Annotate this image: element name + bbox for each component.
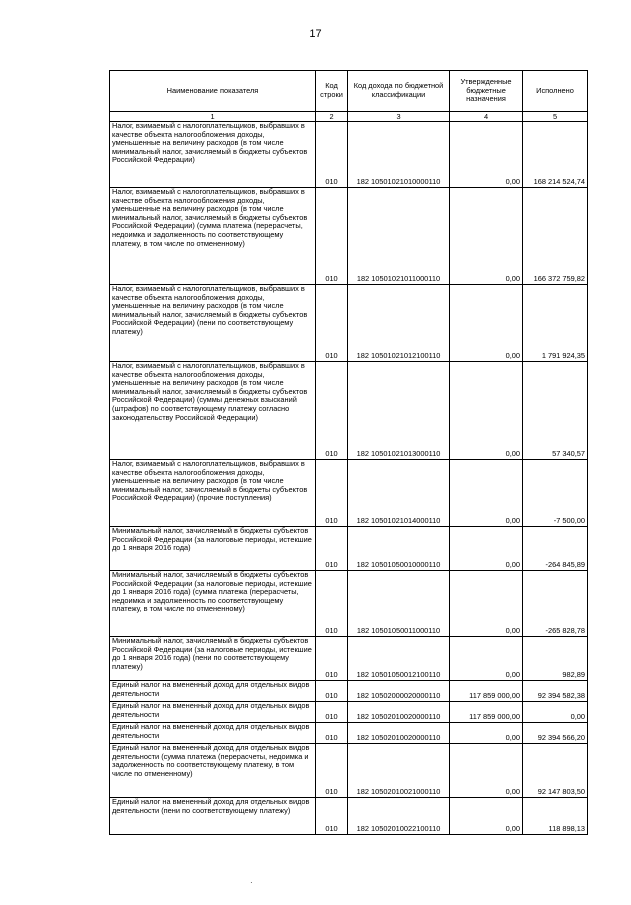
- table-row: [110, 285, 588, 362]
- line-code: 010: [316, 571, 348, 637]
- column-number: 3: [348, 112, 450, 122]
- line-code: 010: [316, 362, 348, 460]
- indicator-name: Минимальный налог, зачисляемый в бюджеты субъектов Российской Федерации (за налоговые периоды, истекшие до 1 января 2016 года) (пени по соответствующему платежу): [110, 637, 316, 681]
- table-row: [110, 637, 588, 681]
- approved-amount: 117 859 000,00: [450, 681, 523, 702]
- approved-amount: 0,00: [450, 744, 523, 798]
- budget-classification-code: 182 10502010020000110: [348, 702, 450, 723]
- executed-amount: 92 147 803,50: [523, 744, 588, 798]
- budget-classification-code: 182 10501050011000110: [348, 571, 450, 637]
- line-code: 010: [316, 188, 348, 285]
- column-number: 4: [450, 112, 523, 122]
- indicator-name: Единый налог на вмененный доход для отдельных видов деятельности: [110, 723, 316, 744]
- indicator-name: Единый налог на вмененный доход для отдельных видов деятельности: [110, 681, 316, 702]
- executed-amount: -265 828,78: [523, 571, 588, 637]
- line-code: 010: [316, 723, 348, 744]
- indicator-name: Единый налог на вмененный доход для отдельных видов деятельности (сумма платежа (перерасчеты, недоимка и задолженность по соответствующему платежу, в том числе по отмененному): [110, 744, 316, 798]
- table-row: [110, 362, 588, 460]
- budget-classification-code: 182 10501050012100110: [348, 637, 450, 681]
- column-number-row: [110, 112, 588, 122]
- budget-classification-code: 182 10501021012100110: [348, 285, 450, 362]
- budget-classification-code: 182 10501021013000110: [348, 362, 450, 460]
- line-code: 010: [316, 527, 348, 571]
- executed-amount: 1 791 924,35: [523, 285, 588, 362]
- executed-amount: 982,89: [523, 637, 588, 681]
- line-code: 010: [316, 681, 348, 702]
- header-kbk: Код дохода по бюджетной классификации: [348, 71, 450, 112]
- indicator-name: Налог, взимаемый с налогоплательщиков, выбравших в качестве объекта налогообложения доходы, уменьшенные на величину расходов (в том числе минимальный налог, зачисляемый в бюджеты субъектов Российской Федерации) (пени по соответствующему платежу): [110, 285, 316, 362]
- scan-mark: ·: [250, 878, 253, 887]
- approved-amount: 0,00: [450, 188, 523, 285]
- page-number: 17: [309, 28, 322, 40]
- executed-amount: 0,00: [523, 702, 588, 723]
- approved-amount: 0,00: [450, 723, 523, 744]
- budget-classification-code: 182 10501050010000110: [348, 527, 450, 571]
- budget-classification-code: 182 10502010020000110: [348, 723, 450, 744]
- header-done: Исполнено: [523, 71, 588, 112]
- executed-amount: -264 845,89: [523, 527, 588, 571]
- indicator-name: Минимальный налог, зачисляемый в бюджеты субъектов Российской Федерации (за налоговые периоды, истекшие до 1 января 2016 года): [110, 527, 316, 571]
- executed-amount: 118 898,13: [523, 798, 588, 835]
- table-row: [110, 188, 588, 285]
- indicator-name: Налог, взимаемый с налогоплательщиков, выбравших в качестве объекта налогообложения доходы, уменьшенные на величину расходов (в том числе минимальный налог, зачисляемый в бюджеты субъектов Российской Федерации) (сумма платежа (перерасчеты, недоимка и задолженность по соответствующему платежу, в том числе по отмененному): [110, 188, 316, 285]
- column-number: 5: [523, 112, 588, 122]
- header-plan: Утвержденные бюджетные назначения: [450, 71, 523, 112]
- table-row: [110, 744, 588, 798]
- table-row: [110, 681, 588, 702]
- indicator-name: Налог, взимаемый с налогоплательщиков, выбравших в качестве объекта налогообложения доходы, уменьшенные на величину расходов (в том числе минимальный налог, зачисляемый в бюджеты субъектов Российской Федерации) (прочие поступления): [110, 460, 316, 527]
- column-number: 2: [316, 112, 348, 122]
- budget-classification-code: 182 10502010022100110: [348, 798, 450, 835]
- executed-amount: 92 394 582,38: [523, 681, 588, 702]
- budget-classification-code: 182 10501021014000110: [348, 460, 450, 527]
- header-code: Код строки: [316, 71, 348, 112]
- executed-amount: -7 500,00: [523, 460, 588, 527]
- line-code: 010: [316, 702, 348, 723]
- budget-execution-table: [109, 70, 588, 835]
- executed-amount: 57 340,57: [523, 362, 588, 460]
- table-header-row: [110, 71, 588, 112]
- approved-amount: 0,00: [450, 798, 523, 835]
- approved-amount: 0,00: [450, 362, 523, 460]
- line-code: 010: [316, 637, 348, 681]
- executed-amount: 92 394 566,20: [523, 723, 588, 744]
- budget-classification-code: 182 10502000020000110: [348, 681, 450, 702]
- indicator-name: Единый налог на вмененный доход для отдельных видов деятельности (пени по соответствующему платежу): [110, 798, 316, 835]
- line-code: 010: [316, 460, 348, 527]
- table-row: [110, 723, 588, 744]
- executed-amount: 168 214 524,74: [523, 122, 588, 188]
- budget-classification-code: 182 10502010021000110: [348, 744, 450, 798]
- table-row: [110, 460, 588, 527]
- approved-amount: 117 859 000,00: [450, 702, 523, 723]
- table-row: [110, 702, 588, 723]
- table-row: [110, 122, 588, 188]
- approved-amount: 0,00: [450, 122, 523, 188]
- indicator-name: Налог, взимаемый с налогоплательщиков, выбравших в качестве объекта налогообложения доходы, уменьшенные на величину расходов (в том числе минимальный налог, зачисляемый в бюджеты субъектов Российской Федерации) (суммы денежных взысканий (штрафов) по соответствующему платежу согласно законодательству Российской Федерации): [110, 362, 316, 460]
- approved-amount: 0,00: [450, 637, 523, 681]
- line-code: 010: [316, 744, 348, 798]
- executed-amount: 166 372 759,82: [523, 188, 588, 285]
- approved-amount: 0,00: [450, 527, 523, 571]
- line-code: 010: [316, 798, 348, 835]
- line-code: 010: [316, 122, 348, 188]
- table-row: [110, 571, 588, 637]
- approved-amount: 0,00: [450, 285, 523, 362]
- approved-amount: 0,00: [450, 460, 523, 527]
- budget-classification-code: 182 10501021010000110: [348, 122, 450, 188]
- indicator-name: Налог, взимаемый с налогоплательщиков, выбравших в качестве объекта налогообложения доходы, уменьшенные на величину расходов (в том числе минимальный налог, зачисляемый в бюджеты субъектов Российской Федерации): [110, 122, 316, 188]
- table-row: [110, 798, 588, 835]
- budget-classification-code: 182 10501021011000110: [348, 188, 450, 285]
- header-name: Наименование показателя: [110, 71, 316, 112]
- table-row: [110, 527, 588, 571]
- indicator-name: Минимальный налог, зачисляемый в бюджеты субъектов Российской Федерации (за налоговые периоды, истекшие до 1 января 2016 года) (сумма платежа (перерасчеты, недоимка и задолженность по соответствующему платежу, в том числе по отмененному): [110, 571, 316, 637]
- line-code: 010: [316, 285, 348, 362]
- indicator-name: Единый налог на вмененный доход для отдельных видов деятельности: [110, 702, 316, 723]
- approved-amount: 0,00: [450, 571, 523, 637]
- column-number: 1: [110, 112, 316, 122]
